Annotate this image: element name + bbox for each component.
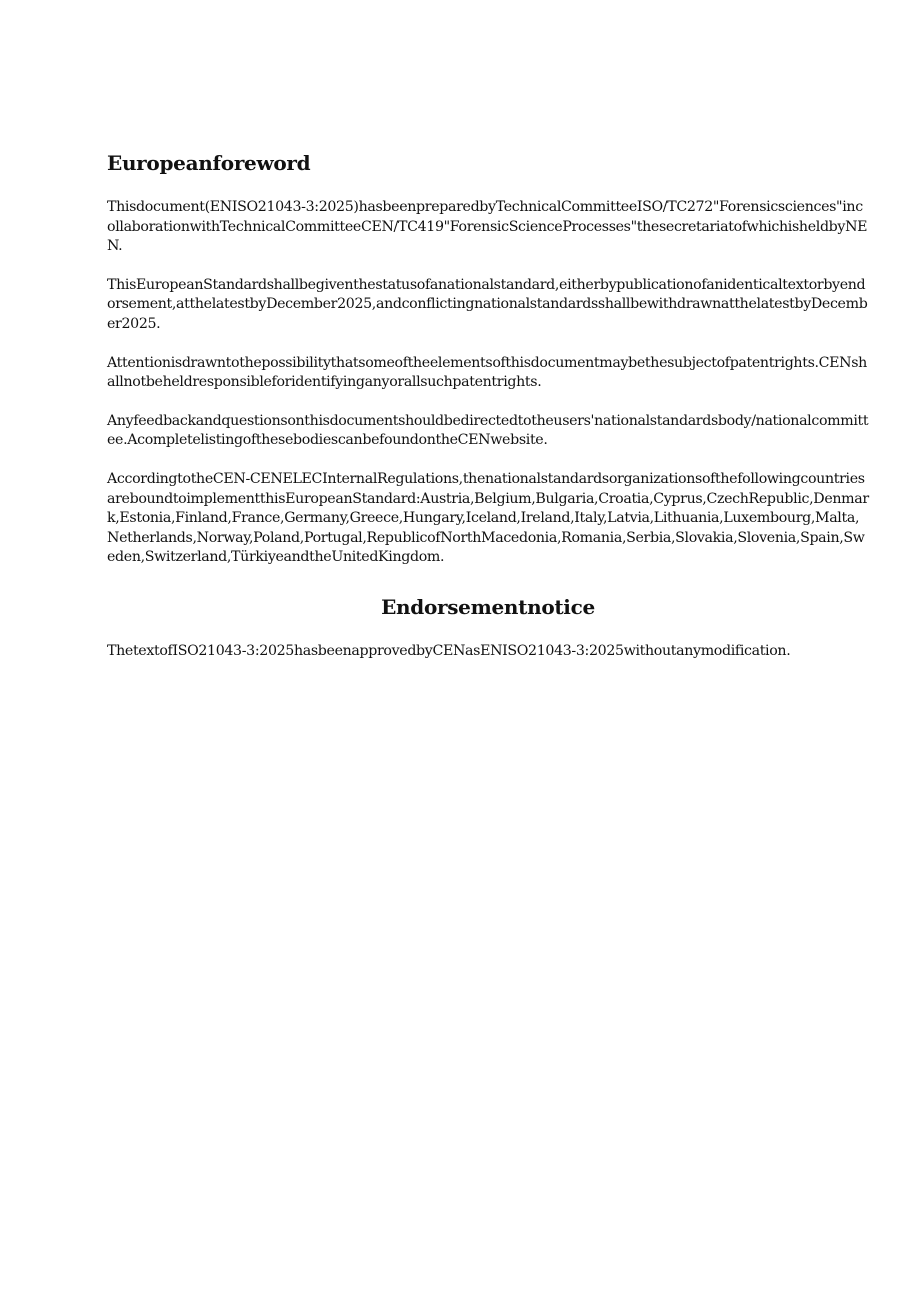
endorsement-notice-heading: Endorsementnotice xyxy=(381,594,595,619)
foreword-paragraph-patent-rights: Attentionisdrawntothepossibilitythatsomeoftheelementsofthisdocumentmaybethesubjectofpatentrights.CENshallnotbeheldresponsibleforidentifyinganyorallsuchpatentrights. xyxy=(107,354,867,391)
foreword-paragraph-document-preparation: Thisdocument(ENISO21043-3:2025)hasbeenpreparedbyTechnicalCommitteeISO/TC272"Forensicsciences"incollaborationwithTechnicalCommitteeCEN/TC419"ForensicScienceProcesses"thesecretariatofwhichisheldbyNEN. xyxy=(107,199,868,255)
endorsement-notice-text: ThetextofISO21043-3:2025hasbeenapprovedbyCENasENISO21043-3:2025withoutanymodification. xyxy=(107,642,791,659)
foreword-paragraph-feedback: Anyfeedbackandquestionsonthisdocumentshouldbedirectedtotheusers'nationalstandardsbody/nationalcommittee.AcompletelistingofthesebodiescanbefoundontheCENwebsite. xyxy=(107,412,869,449)
document-page xyxy=(107,150,869,681)
european-foreword-heading: Europeanforeword xyxy=(107,151,311,175)
foreword-paragraph-national-status: ThisEuropeanStandardshallbegiventhestatusofanationalstandard,eitherbypublicationofanidenticaltextorbyendorsement,atthelatestbyDecember2025,andconflictingnationalstandardsshallbewithdrawnatthelatestbyDecember2025. xyxy=(107,276,868,332)
foreword-paragraph-member-countries: AccordingtotheCEN-CENELECInternalRegulations,thenationalstandardsorganizationsofthefollowingcountriesareboundtoimplementthisEuropeanStandard:Austria,Belgium,Bulgaria,Croatia,Cyprus,CzechRepublic,Denmark,Estonia,Finland,France,Germany,Greece,Hungary,Iceland,Ireland,Italy,Latvia,Lithuania,Luxembourg,Malta,Netherlands,Norway,Poland,Portugal,RepublicofNorthMacedonia,Romania,Serbia,Slovakia,Slovenia,Spain,Sweden,Switzerland,TürkiyeandtheUnitedKingdom. xyxy=(107,470,869,566)
